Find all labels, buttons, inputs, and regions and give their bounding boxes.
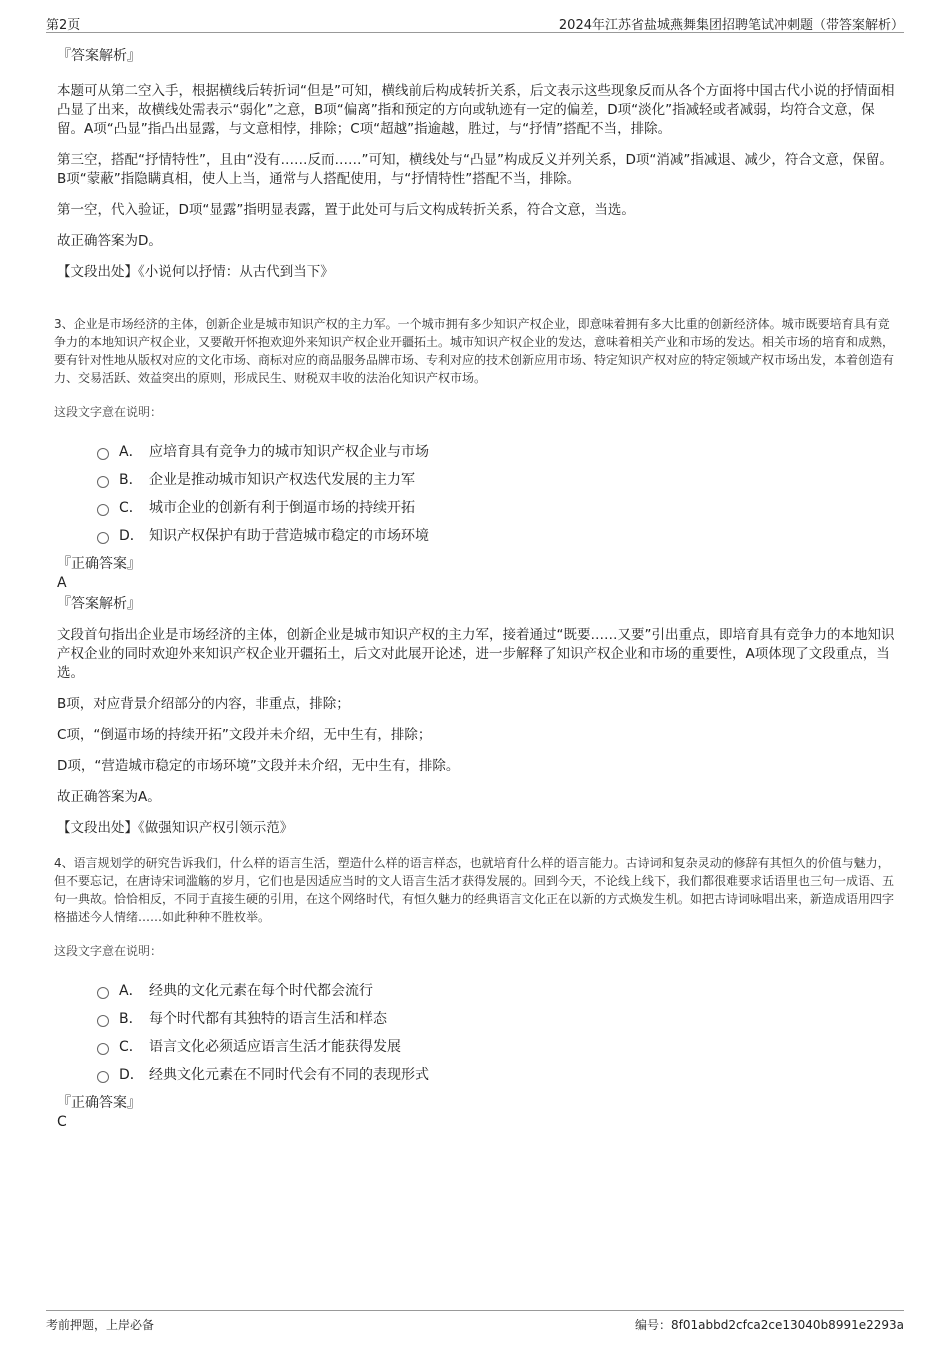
q2-analysis-label: 『答案解析』 bbox=[57, 48, 141, 64]
radio-button-icon[interactable] bbox=[97, 448, 109, 460]
q3-option-c[interactable]: C． 城市企业的创新有利于倒逼市场的持续开拓 bbox=[97, 494, 898, 522]
q3-source: 【文段出处】《做强知识产权引领示范》 bbox=[57, 820, 294, 836]
page-header bbox=[46, 12, 904, 33]
q3-analysis-label: 『答案解析』 bbox=[57, 596, 141, 612]
q3-option-b[interactable]: B． 企业是推动城市知识产权迭代发展的主力军 bbox=[97, 466, 898, 494]
q4-option-d[interactable]: D． 经典文化元素在不同时代会有不同的表现形式 bbox=[97, 1061, 898, 1089]
q3-question-text: 3、企业是市场经济的主体，创新企业是城市知识产权的主力军。一个城市拥有多少知识产权企业，即意味着拥有多大比重的创新经济体。城市既要培育具有竞争力的本地知识产权企业，又要敞开怀抱欢迎外来知识产权企业开疆拓土。城市知识产权企业的发达，意味着相关产业和市场的发达。相关市场的培育和成熟，要有针对性地从版权对应的文化市场、商标对应的商品服务品牌市场、专利对应的技术创新应用市场、特定知识产权对应的特定领域产权市场出发，本着创造有力、交易活跃、效益突出的原则，形成民生、财税双丰收的法治化知识产权市场。 bbox=[54, 317, 895, 385]
q3-options bbox=[97, 438, 898, 550]
q2-analysis-para-2: 第三空，搭配“抒情特性”，且由“没有……反而……”可知，横线处与“凸显”构成反义并列关系，D项“消减”指减退、减少，符合文意，保留。B项“蒙蔽”指隐瞒真相，使人上当，通常与人搭配使用，与“抒情特性”搭配不当，排除。 bbox=[57, 152, 893, 187]
q4-options bbox=[97, 977, 898, 1089]
page-footer bbox=[46, 1310, 904, 1335]
q2-analysis-para-3: 第一空，代入验证，D项“显露”指明显表露，置于此处可与后文构成转折关系，符合文意，当选。 bbox=[57, 202, 635, 218]
page-content bbox=[54, 44, 898, 1131]
q3-option-d[interactable]: D． 知识产权保护有助于营造城市稳定的市场环境 bbox=[97, 522, 898, 550]
radio-button-icon[interactable] bbox=[97, 1015, 109, 1027]
q3-analysis-para-1: 文段首句指出企业是市场经济的主体，创新企业是城市知识产权的主力军，接着通过“既要……又要”引出重点，即培育具有竞争力的本地知识产权企业的同时欢迎外来知识产权企业开疆拓土，后文对此展开论述，进一步解释了知识产权企业和市场的重要性，A项体现了文段重点，当选。 bbox=[57, 627, 895, 681]
q4-option-a[interactable]: A． 经典的文化元素在每个时代都会流行 bbox=[97, 977, 898, 1005]
q2-source: 【文段出处】《小说何以抒情：从古代到当下》 bbox=[57, 264, 334, 280]
q4-option-b[interactable]: B． 每个时代都有其独特的语言生活和样态 bbox=[97, 1005, 898, 1033]
q3-option-a[interactable]: A． 应培育具有竞争力的城市知识产权企业与市场 bbox=[97, 438, 898, 466]
q4-answer-label: 『正确答案』 bbox=[57, 1095, 141, 1111]
document-title: 2024年江苏省盐城燕舞集团招聘笔试冲刺题（带答案解析） bbox=[558, 18, 904, 33]
radio-button-icon[interactable] bbox=[97, 476, 109, 488]
q4-answer-value: C bbox=[57, 1114, 67, 1130]
q3-answer-label: 『正确答案』 bbox=[57, 556, 141, 572]
radio-button-icon[interactable] bbox=[97, 1043, 109, 1055]
q3-prompt: 这段文字意在说明： bbox=[54, 405, 163, 419]
q4-option-c[interactable]: C． 语言文化必须适应语言生活才能获得发展 bbox=[97, 1033, 898, 1061]
q3-analysis-para-2: B项，对应背景介绍部分的内容，非重点，排除； bbox=[57, 696, 350, 712]
page-number: 第2页 bbox=[46, 18, 81, 33]
q2-analysis-para-4: 故正确答案为D。 bbox=[57, 233, 162, 249]
q3-analysis-para-5: 故正确答案为A。 bbox=[57, 789, 161, 805]
q3-analysis-para-3: C项，“倒逼市场的持续开拓”文段并未介绍，无中生有，排除； bbox=[57, 727, 432, 743]
q2-analysis-para-1: 本题可从第二空入手，根据横线后转折词“但是”可知，横线前后构成转折关系，后文表示这些现象反而从各个方面将中国古代小说的抒情面相凸显了出来，故横线处需表示“弱化”之意，B项“偏离”指和预定的方向或轨迹有一定的偏差，D项“淡化”指减轻或者减弱，均符合文意，保留。A项“凸显”指凸出显露，与文意相悖，排除；C项“超越”指逾越，胜过，与“抒情”搭配不当，排除。 bbox=[57, 83, 895, 137]
q3-answer-value: A bbox=[57, 575, 67, 591]
q4-question-text: 4、语言规划学的研究告诉我们，什么样的语言生活，塑造什么样的语言样态，也就培育什么样的语言能力。古诗词和复杂灵动的修辞有其恒久的价值与魅力，但不要忘记，在唐诗宋词滥觞的岁月，它们也是因适应当时的文人语言生活才获得发展的。回到今天，不论线上线下，我们都很难要求话语里也三句一成语、五句一典故。恰恰相反，不同于直接生硬的引用，在这个网络时代，有恒久魅力的经典语言文化正在以新的方式焕发生机。如把古诗词咏唱出来，新造成语用四字格描述今人情绪……如此种种不胜枚举。 bbox=[54, 856, 895, 924]
radio-button-icon[interactable] bbox=[97, 987, 109, 999]
radio-button-icon[interactable] bbox=[97, 1071, 109, 1083]
document-code: 编号：8f01abbd2cfca2ce13040b8991e2293a bbox=[635, 1318, 904, 1332]
radio-button-icon[interactable] bbox=[97, 504, 109, 516]
q4-prompt: 这段文字意在说明： bbox=[54, 944, 163, 958]
q3-analysis-para-4: D项，“营造城市稳定的市场环境”文段并未介绍，无中生有，排除。 bbox=[57, 758, 460, 774]
radio-button-icon[interactable] bbox=[97, 532, 109, 544]
footer-slogan: 考前押题，上岸必备 bbox=[46, 1318, 155, 1332]
